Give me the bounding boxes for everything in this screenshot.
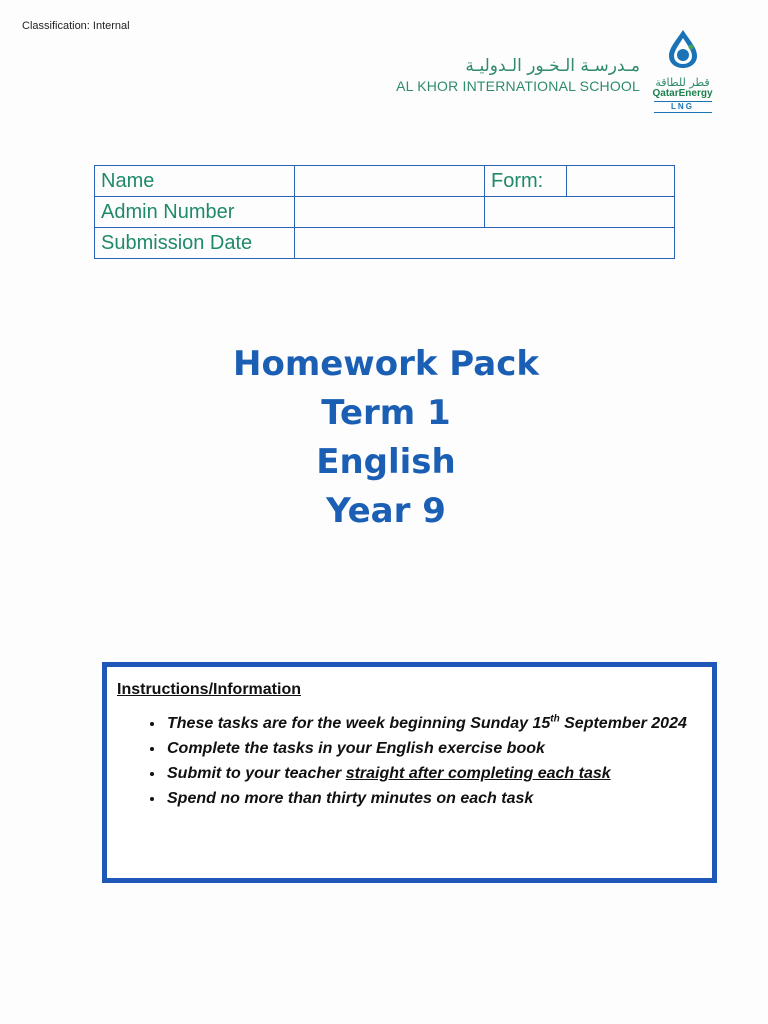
list-item: • Complete the tasks in your English exercise book: [165, 736, 735, 761]
admin-number-field[interactable]: [295, 197, 485, 228]
table-row: [95, 197, 675, 228]
classification-label: Classification: Internal: [22, 20, 130, 32]
school-name-english: AL KHOR INTERNATIONAL SCHOOL: [396, 78, 640, 94]
qatarenergy-logo: [645, 28, 720, 113]
title-line-4: Year 9: [326, 491, 446, 531]
name-label: Name: [95, 166, 295, 197]
admin-number-extra-field[interactable]: [485, 197, 675, 228]
student-info-table: [94, 165, 675, 259]
submission-date-label: Submission Date: [95, 228, 295, 259]
title-line-1: Homework Pack: [233, 344, 539, 384]
table-row: [95, 166, 675, 197]
water-drop-icon: [663, 28, 703, 70]
title-line-2: Term 1: [321, 393, 451, 433]
school-name: [390, 56, 640, 94]
list-item: [165, 711, 735, 736]
form-field[interactable]: [567, 166, 675, 197]
logo-lng-text: LNG: [654, 101, 712, 113]
logo-arabic-text: قطر للطاقة: [655, 76, 710, 89]
school-name-arabic: مـدرسـة الـخـور الـدوليـة: [465, 56, 640, 76]
logo-english-text: QatarEnergy: [652, 88, 713, 99]
instructions-heading: Instructions/Information: [117, 681, 301, 698]
page-title: [0, 340, 768, 536]
instruction-text: September 2024: [559, 715, 687, 732]
table-row: [95, 228, 675, 259]
instruction-superscript: th: [550, 713, 560, 725]
admin-number-label: Admin Number: [95, 197, 295, 228]
submission-date-field[interactable]: [295, 228, 675, 259]
name-field[interactable]: [295, 166, 485, 197]
form-label: Form:: [485, 166, 567, 197]
instructions-list: [137, 711, 735, 811]
instruction-text: Submit to your teacher: [167, 765, 346, 782]
list-item: [165, 761, 735, 786]
instruction-text: These tasks are for the week beginning Sunday 15: [167, 715, 551, 732]
instructions-box: [102, 662, 717, 883]
list-item: • Spend no more than thirty minutes on each task: [165, 786, 735, 811]
instruction-underlined-text: straight after completing each task: [345, 765, 611, 782]
title-line-3: English: [316, 442, 456, 482]
